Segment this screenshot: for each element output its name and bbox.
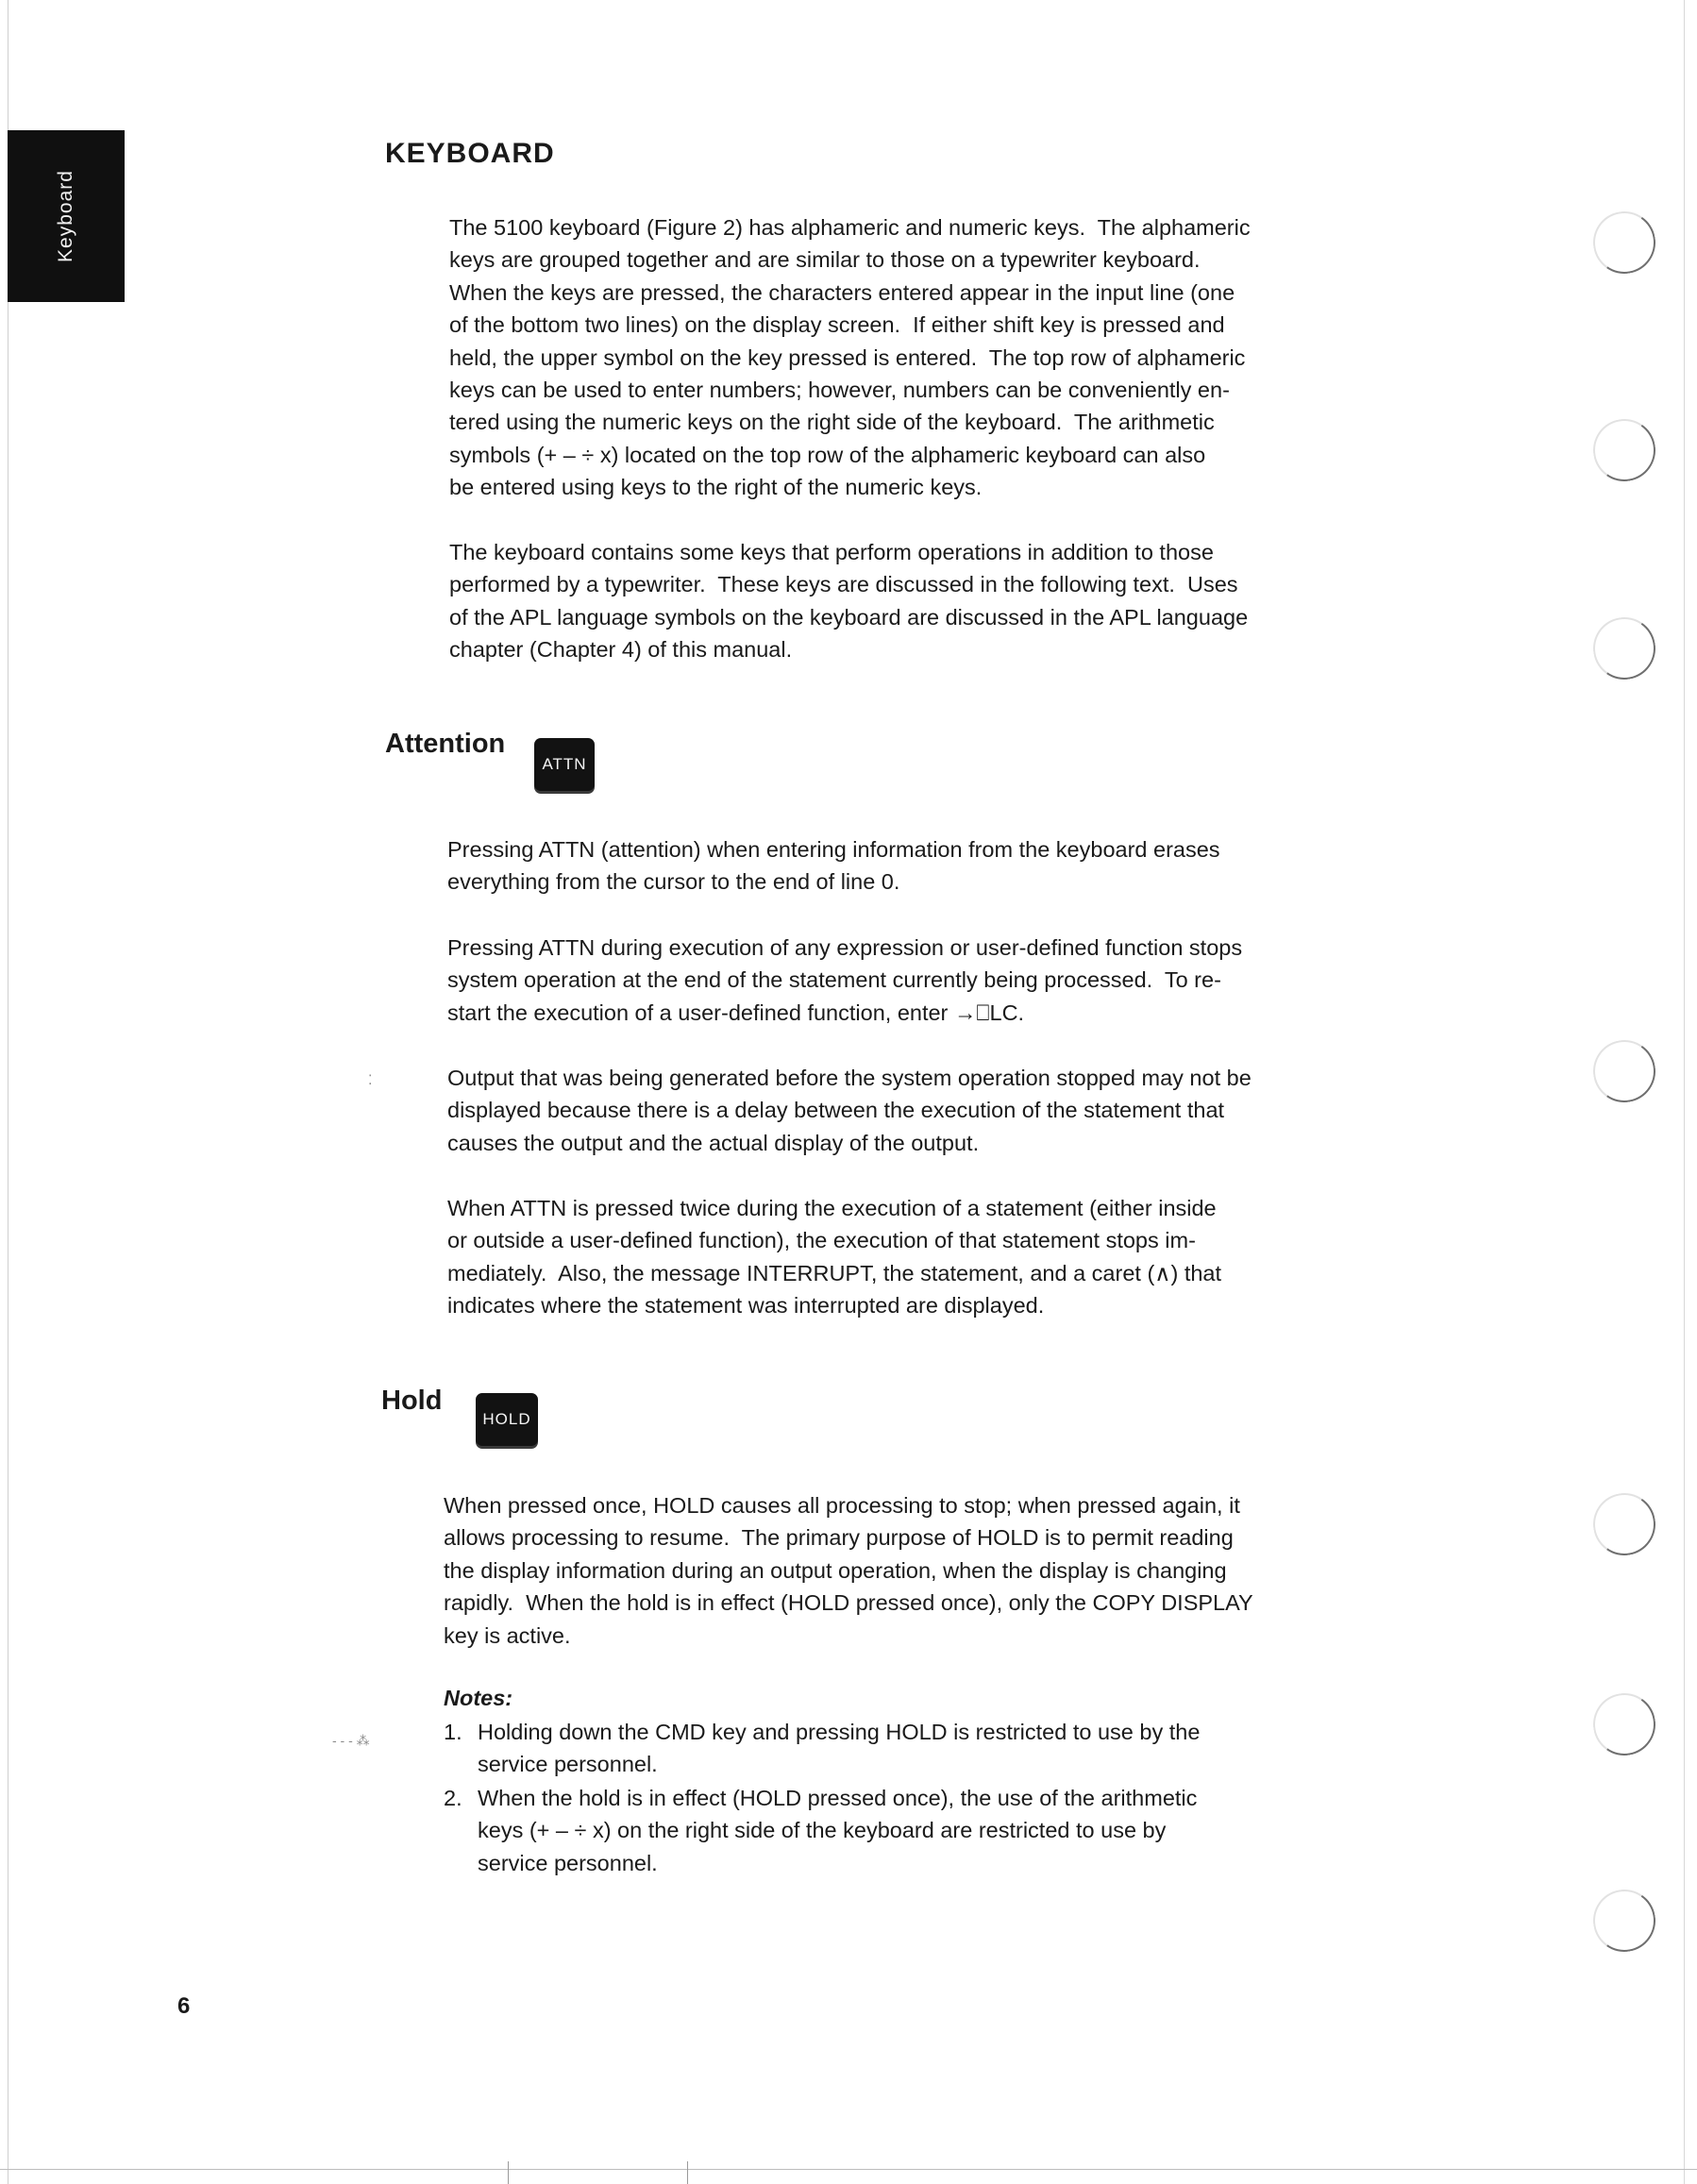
side-tab-label: Keyboard xyxy=(55,170,76,262)
text-line: When ATTN is pressed twice during the execution of a statement (either inside xyxy=(447,1196,1217,1220)
text-line: Pressing ATTN (attention) when entering information from the keyboard erases xyxy=(447,837,1220,862)
binder-hole-icon xyxy=(1588,414,1660,486)
attn-key-icon xyxy=(534,738,595,791)
intro-paragraph xyxy=(449,211,1251,504)
scan-bottom-tick xyxy=(508,2161,509,2184)
text-line: allows processing to resume. The primary purpose of HOLD is to permit reading xyxy=(444,1525,1234,1551)
section-heading-attention: Attention xyxy=(385,729,506,759)
page-title: KEYBOARD xyxy=(385,138,555,169)
intro-paragraph xyxy=(449,536,1248,666)
binder-hole-icon xyxy=(1588,1688,1660,1760)
margin-mark-icon: - - - ⁂ xyxy=(332,1733,370,1748)
binder-hole-icon xyxy=(1588,1035,1660,1107)
text-line: start the execution of a user-defined function, enter →⎕LC. xyxy=(447,1000,1025,1025)
note-item xyxy=(444,1716,1482,1782)
attention-paragraph xyxy=(447,833,1220,899)
text-line: tered using the numeric keys on the right side of the keyboard. The arithmetic xyxy=(449,410,1215,435)
scan-bottom-edge xyxy=(0,2169,1697,2170)
section-side-tab xyxy=(8,130,125,302)
attention-paragraph xyxy=(447,1062,1252,1159)
attention-paragraph xyxy=(447,932,1242,1029)
binder-hole-icon xyxy=(1588,1885,1660,1957)
scan-right-edge xyxy=(1684,0,1685,2184)
note-number: 2. xyxy=(444,1786,462,1810)
text-line: rapidly. When the hold is in effect (HOLD pressed once), only the COPY DISPLAY xyxy=(444,1590,1253,1616)
text-line: Output that was being generated before the system operation stopped may not be xyxy=(447,1066,1252,1090)
text-line: or outside a user-defined function), the execution of that statement stops im- xyxy=(447,1228,1196,1253)
text-line: be entered using keys to the right of the numeric keys. xyxy=(449,475,983,500)
text-line: the display information during an output operation, when the display is changing xyxy=(444,1557,1227,1583)
section-heading-hold: Hold xyxy=(381,1386,443,1416)
text-line: When the keys are pressed, the characters entered appear in the input line (one xyxy=(449,279,1235,305)
note-text: When the hold is in effect (HOLD pressed once), the use of the arithmetic keys (+ – ÷ x) on the right side of the keyboard are restricted to use by service personnel. xyxy=(478,1786,1198,1875)
text-line: chapter (Chapter 4) of this manual. xyxy=(449,637,793,663)
text-line: symbols (+ – ÷ x) located on the top row of the alphameric keyboard can also xyxy=(449,442,1206,467)
text-line: system operation at the end of the statement currently being processed. To re- xyxy=(447,967,1221,993)
text-line: held, the upper symbol on the key pressed is entered. The top row of alphameric xyxy=(449,344,1246,370)
text-line: of the bottom two lines) on the display screen. If either shift key is pressed and xyxy=(449,312,1225,338)
hold-key-icon xyxy=(476,1393,538,1446)
binder-hole-icon xyxy=(1588,613,1660,684)
binder-hole-icon xyxy=(1588,1488,1660,1560)
text-line: mediately. Also, the message INTERRUPT, the statement, and a caret (∧) that xyxy=(447,1260,1222,1285)
attn-key-label: ATTN xyxy=(542,755,587,773)
text-line: causes the output and the actual display of the output. xyxy=(447,1130,980,1155)
hold-key-label: HOLD xyxy=(482,1410,531,1428)
note-text: Holding down the CMD key and pressing HOLD is restricted to use by the service personnel. xyxy=(478,1720,1201,1777)
text-line: keys are grouped together and are similar to those on a typewriter keyboard. xyxy=(449,247,1201,273)
text-line: Pressing ATTN during execution of any expression or user-defined function stops xyxy=(447,935,1243,960)
notes-label: Notes: xyxy=(444,1686,513,1710)
text-line: keys can be used to enter numbers; however, numbers can be conveniently en- xyxy=(449,378,1230,403)
note-number: 1. xyxy=(444,1720,462,1744)
text-line: indicates where the statement was interrupted are displayed. xyxy=(447,1293,1045,1319)
margin-mark-icon: ⁚ xyxy=(368,1072,373,1087)
text-line: key is active. xyxy=(444,1622,571,1648)
hold-paragraph xyxy=(444,1489,1253,1652)
text-line: displayed because there is a delay between the execution of the statement that xyxy=(447,1098,1225,1123)
scan-bottom-tick xyxy=(687,2161,688,2184)
note-item xyxy=(444,1782,1482,1880)
text-line: When pressed once, HOLD causes all processing to stop; when pressed again, it xyxy=(444,1493,1240,1518)
text-line: of the APL language symbols on the keyboard are discussed in the APL language xyxy=(449,604,1249,630)
text-line: The keyboard contains some keys that perform operations in addition to those xyxy=(449,540,1214,564)
text-line: performed by a typewriter. These keys are discussed in the following text. Uses xyxy=(449,572,1238,597)
attention-paragraph xyxy=(447,1192,1221,1322)
text-line: everything from the cursor to the end of line 0. xyxy=(447,869,900,895)
binder-hole-icon xyxy=(1588,207,1660,278)
text-line: The 5100 keyboard (Figure 2) has alphameric and numeric keys. The alphameric xyxy=(449,215,1251,240)
page-number: 6 xyxy=(177,1993,191,2019)
